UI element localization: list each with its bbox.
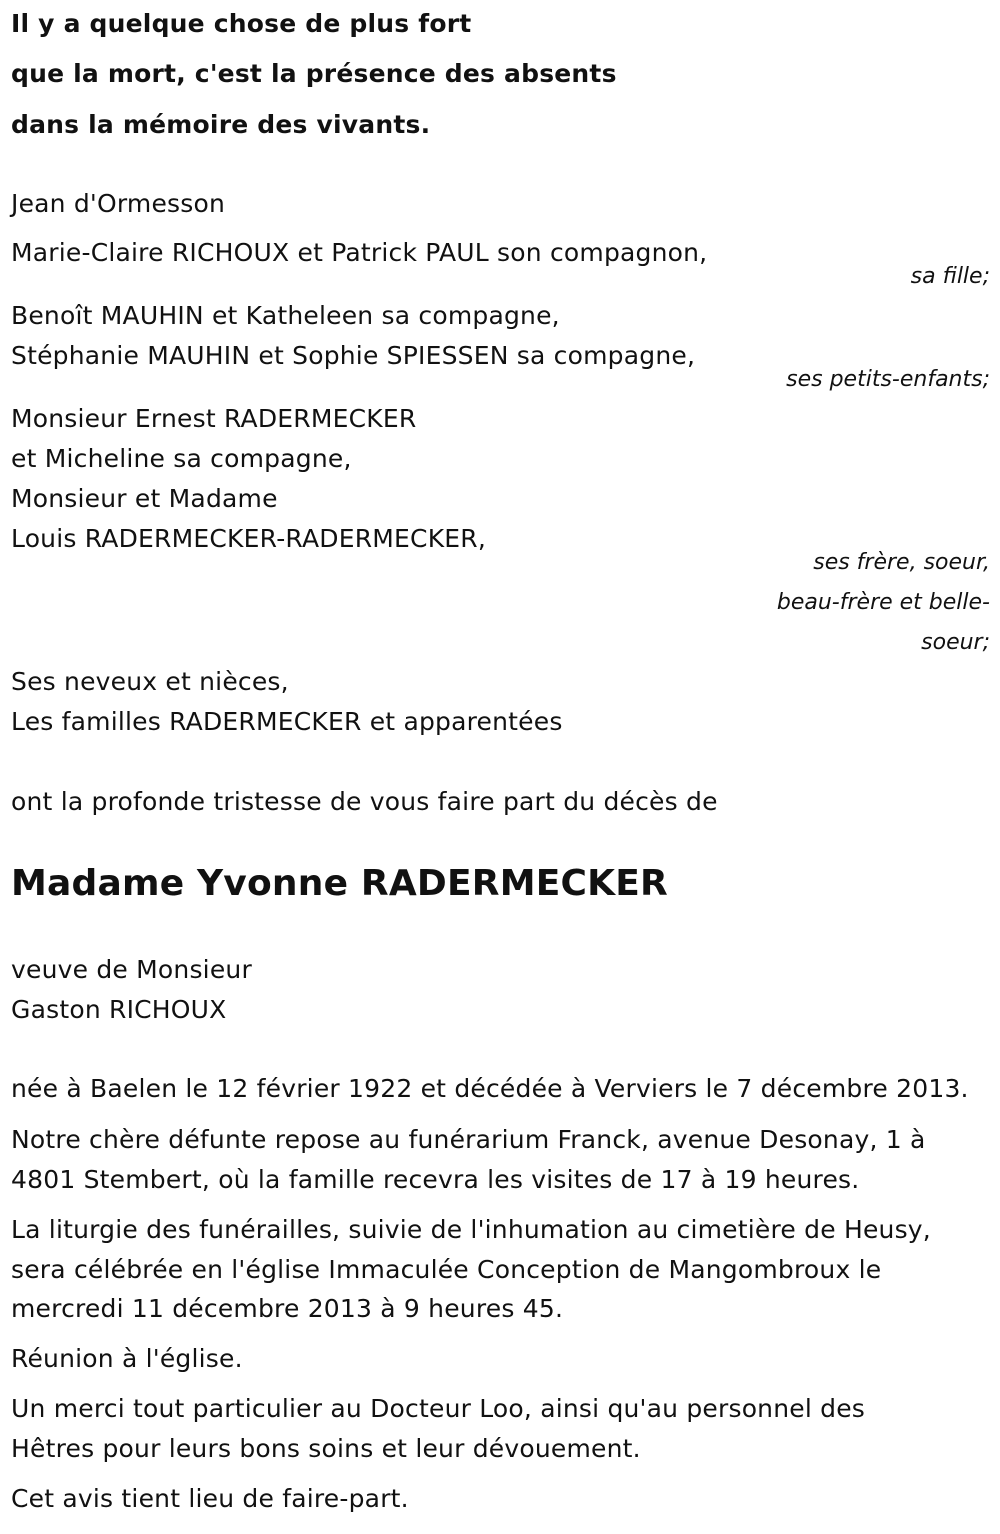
widow-line-2: Gaston RICHOUX: [11, 995, 227, 1024]
funerarium-line-2: 4801 Stembert, où la famille recevra les visites de 17 à 19 heures.: [11, 1165, 860, 1194]
grandchild-line-2: Stéphanie MAUHIN et Sophie SPIESSEN sa compagne,: [11, 341, 696, 370]
liturgy-line-1: La liturgie des funérailles, suivie de l'inhumation au cimetière de Heusy,: [11, 1215, 931, 1244]
others-line-1: Ses neveux et nièces,: [11, 667, 289, 696]
quote-line-3: dans la mémoire des vivants.: [11, 110, 431, 139]
siblings-relation-line-2: beau-frère et belle-: [776, 590, 990, 615]
sibling-line-3: Monsieur et Madame: [11, 484, 278, 513]
grandchildren-relation: ses petits-enfants;: [786, 367, 990, 392]
sibling-line-1: Monsieur Ernest RADERMECKER: [11, 404, 417, 433]
daughter-names: Marie-Claire RICHOUX et Patrick PAUL son compagnon,: [11, 238, 708, 267]
funerarium-line-1: Notre chère défunte repose au funérarium Franck, avenue Desonay, 1 à: [11, 1125, 926, 1154]
widow-line-1: veuve de Monsieur: [11, 955, 252, 984]
closing-line: Cet avis tient lieu de faire-part.: [11, 1484, 409, 1513]
liturgy-line-2: sera célébrée en l'église Immaculée Conception de Mangombroux le: [11, 1255, 882, 1284]
deceased-name: Madame Yvonne RADERMECKER: [11, 863, 668, 904]
birth-death-line: née à Baelen le 12 février 1922 et décédée à Verviers le 7 décembre 2013.: [11, 1074, 969, 1103]
siblings-relation-line-3: soeur;: [921, 630, 990, 655]
grandchild-line-1: Benoît MAUHIN et Katheleen sa compagne,: [11, 301, 560, 330]
announcement: ont la profonde tristesse de vous faire part du décès de: [11, 787, 718, 816]
quote-author: Jean d'Ormesson: [11, 189, 226, 218]
others-line-2: Les familles RADERMECKER et apparentées: [11, 707, 563, 736]
thanks-line-2: Hêtres pour leurs bons soins et leur dévouement.: [11, 1434, 641, 1463]
siblings-relation-line-1: ses frère, soeur,: [813, 550, 990, 575]
liturgy-line-3: mercredi 11 décembre 2013 à 9 heures 45.: [11, 1294, 564, 1323]
daughter-relation: sa fille;: [910, 264, 990, 289]
quote-line-1: Il y a quelque chose de plus fort: [11, 9, 472, 38]
sibling-line-4: Louis RADERMECKER-RADERMECKER,: [11, 524, 487, 553]
thanks-line-1: Un merci tout particulier au Docteur Loo, ainsi qu'au personnel des: [11, 1394, 866, 1423]
meeting-line: Réunion à l'église.: [11, 1344, 243, 1373]
quote-line-2: que la mort, c'est la présence des absents: [11, 59, 617, 88]
sibling-line-2: et Micheline sa compagne,: [11, 444, 352, 473]
